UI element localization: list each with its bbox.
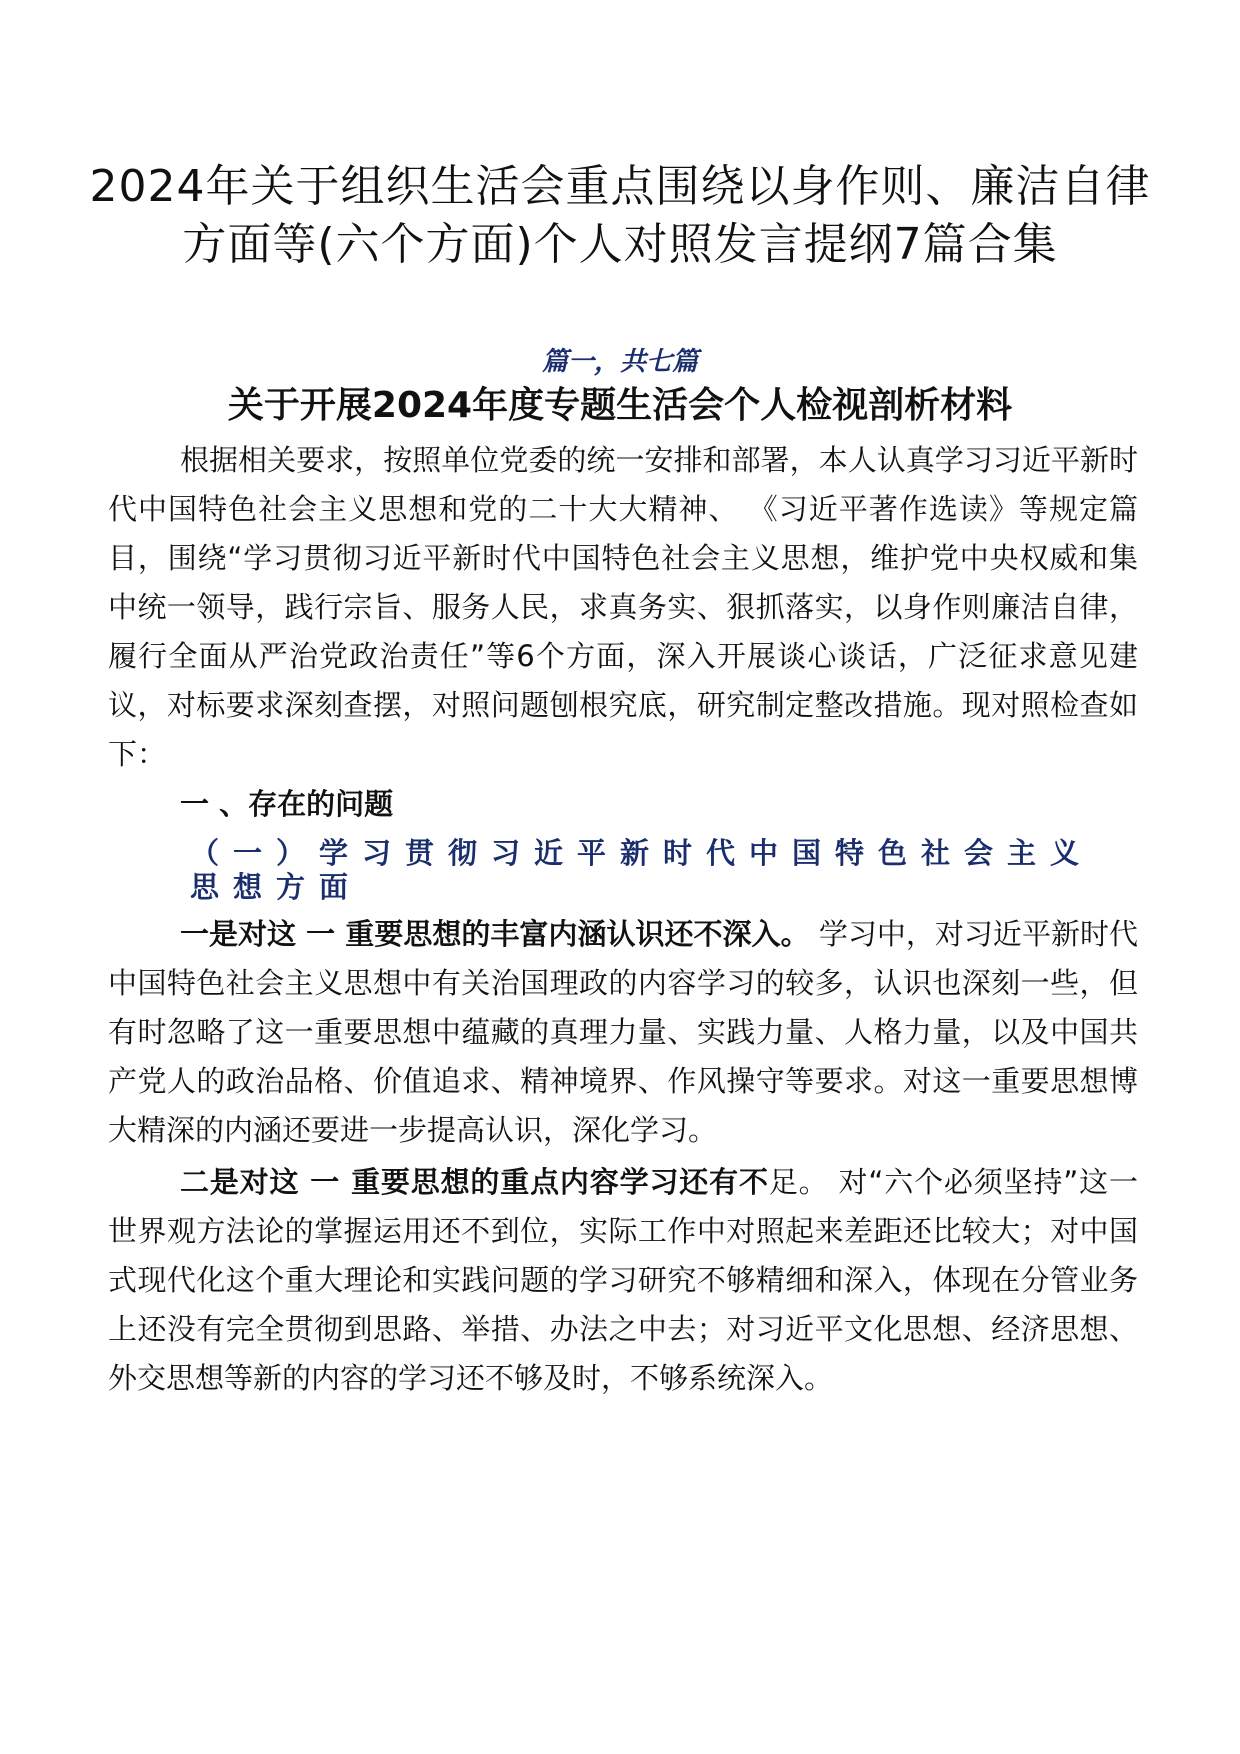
point-2-body: 足。 对“六个必须坚持”这一世界观方法论的掌握运用还不到位，实际工作中对照起来差距还比较大；对中国式现代化这个重大理论和实践问题的学习研究不够精细和深入，体现在分管业务上还没有完全贯彻到思路、举措、办法之中去；对习近平文化思想、经济思想、外交思想等新的内容的学习还不够及时，不够系统深入。 (108, 1165, 1138, 1395)
document-title: 2024年关于组织生活会重点围绕以身作则、廉洁自律方面等(六个方面)个人对照发言提纲7篇合集 (89, 161, 1151, 270)
section-heading: 一 、存在的问题 (180, 787, 394, 821)
point-1-paragraph (108, 910, 1138, 1155)
point-1-lead: 一是对这 一 重要思想的丰富内涵认识还不深入。 (180, 917, 810, 951)
intro-paragraph: 根据相关要求，按照单位党委的统一安排和部署，本人认真学习习近平新时代中国特色社会主义思想和党的二十大大精神、 《习近平著作选读》等规定篇目，围绕“学习贯彻习近平新时代中国特色社会主义思想，维护党中央权威和集中统一领导，践行宗旨、服务人民，求真务实、狠抓落实，以身作则廉洁自律，履行全面从严治党政治责任”等6个方面，深入开展谈心谈话，广泛征求意见建议，对标要求深刻查摆，对照问题刨根究底，研究制定整改措施。现对照检查如下： (108, 443, 1138, 771)
subsection-heading: （一）学习贯彻习近平新时代中国特色社会主义思想方面 (190, 836, 1094, 904)
point-1-body: 学习中，对习近平新时代中国特色社会主义思想中有关治国理政的内容学习的较多，认识也深刻一些，但有时忽略了这一重要思想中蕴藏的真理力量、实践力量、人格力量，以及中国共产党人的政治品格、价值追求、精神境界、作风操守等要求。对这一重要思想博大精深的内涵还要进一步提高认识，深化学习。 (108, 917, 1138, 1147)
chapter-title: 关于开展2024年度专题生活会个人检视剖析材料 (227, 385, 1013, 426)
point-2-lead: 二是对这 一 重要思想的重点内容学习还有不 (180, 1165, 769, 1199)
chapter-label: 篇一，共七篇 (541, 347, 698, 377)
point-2-paragraph (108, 1158, 1138, 1403)
